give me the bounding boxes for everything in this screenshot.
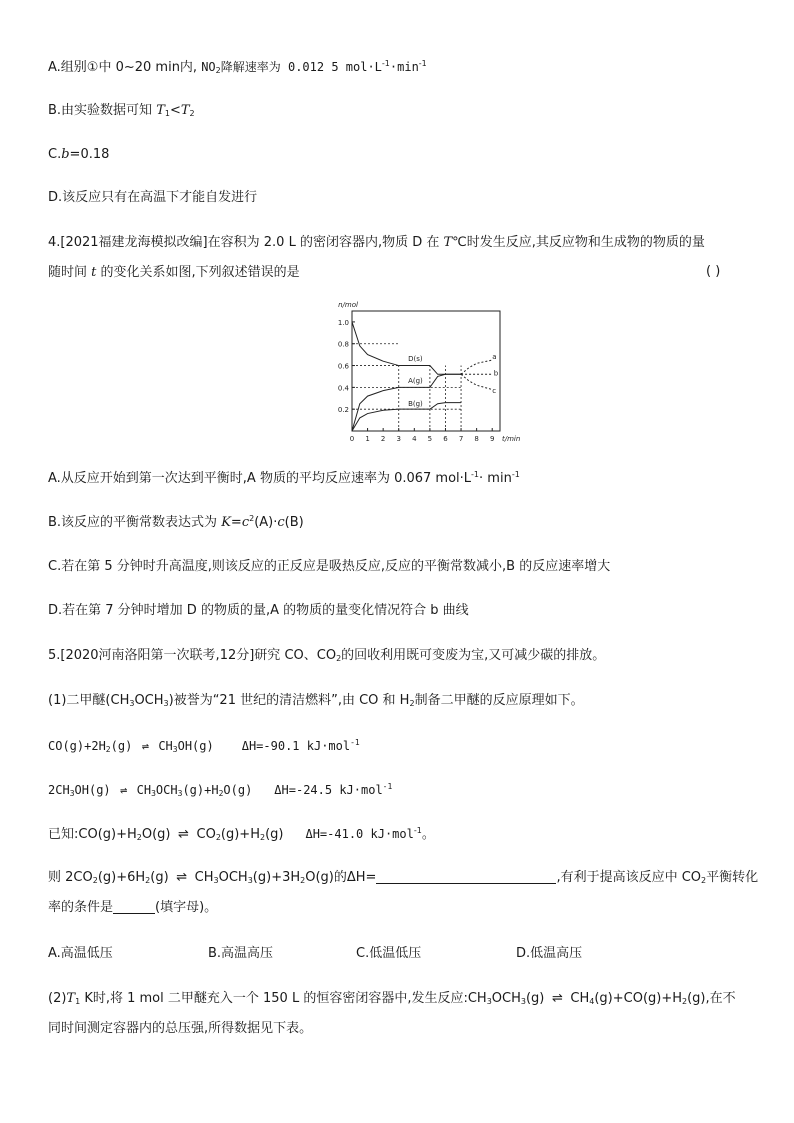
q5-eq1-sup: -1	[350, 738, 360, 747]
q5-eq3-sub2c: 2	[259, 833, 266, 842]
q4-line2-pre: 随时间	[48, 265, 92, 280]
q4-a-sup1: -1	[471, 470, 480, 479]
q3-c-var: b	[61, 147, 70, 162]
q5-eq2-right-tail: (g)+H	[182, 783, 219, 797]
q5-eq3-end: 。	[421, 827, 435, 842]
q4-b-b: (B)	[284, 515, 304, 530]
x-axis-label: t/min	[502, 435, 521, 443]
q4-b-sq: 2	[249, 514, 255, 523]
q4-b-c2: c	[277, 515, 285, 530]
q3-a-sub: 2	[215, 66, 221, 75]
series-ds-line	[352, 322, 461, 374]
q5-part2-line1	[48, 990, 736, 1008]
curve-label: B(g)	[408, 399, 423, 408]
q5-eq3	[48, 825, 435, 844]
q3-b-text: B.由实验数据可知	[48, 103, 157, 118]
q5-eq3-right-tail: (g)	[265, 827, 284, 842]
q5-eq2-sub3b: 3	[151, 789, 156, 798]
q3-b-sub2: 2	[189, 109, 195, 118]
q5-question-line1	[48, 869, 758, 887]
x-tick-label: 3	[396, 435, 401, 443]
equilibrium-arrow-icon: ⇌	[178, 827, 189, 842]
q4-answer-paren: ( )	[706, 264, 721, 279]
x-tick-label: 6	[443, 435, 448, 443]
q5-p2-right2: (g)+CO(g)+H	[594, 991, 683, 1006]
q5-eq1-left-tail: (g)	[110, 739, 133, 753]
q5-eq2-left-tail: OH(g)	[74, 783, 111, 797]
q4-temp-var: T	[443, 235, 453, 250]
q5-p2-sub3a: 3	[486, 997, 492, 1006]
x-tick-label: 1	[365, 435, 370, 443]
q5-eq2-right-mid: OCH	[155, 783, 178, 797]
q5-eq1-left: CO(g)+2H	[48, 739, 106, 753]
y-tick-label: 0.2	[337, 406, 349, 415]
q5-eq3-sub2a: 2	[136, 833, 142, 842]
q5-eq2-right: CH	[136, 783, 152, 797]
series-bg-line	[352, 403, 461, 431]
q5-head-pre: 5.[2020河南洛阳第一次联考,12分]研究 CO、CO	[48, 648, 337, 663]
q5-eq3-dh: ΔH=-41.0 kJ·mol	[305, 827, 414, 841]
dh-answer-blank[interactable]	[376, 869, 556, 884]
series-c-line	[461, 374, 492, 389]
q3-b-t1: T	[156, 103, 165, 118]
q3-b-t2: T	[180, 103, 190, 118]
q5-p2-right3: (g),在不	[687, 991, 736, 1006]
q5-eq2-left: 2CH	[48, 783, 70, 797]
q4-chart	[0, 296, 794, 456]
q5-head-sub: 2	[336, 654, 342, 663]
q5-eq1-sub: 2	[105, 745, 111, 754]
x-tick-label: 7	[458, 435, 464, 443]
q4-b-pre: B.该反应的平衡常数表达式为	[48, 515, 222, 530]
q5-q-right2: OCH	[218, 870, 248, 885]
q3-c-text: C.	[48, 147, 62, 162]
q5-line2-pre: 率的条件是	[48, 900, 114, 915]
q4-a-sup2: -1	[511, 470, 520, 479]
q5-q-sub2b: 2	[145, 876, 151, 885]
q3-a-text: A.组别①中 0~20 min内,	[48, 60, 202, 75]
equilibrium-arrow-icon: ⇌	[551, 991, 563, 1006]
q5-p1-sub3b: 3	[163, 699, 169, 708]
q5-q-sub3b: 3	[247, 876, 253, 885]
q5-p2-mid2: OCH	[491, 991, 521, 1006]
q5-eq3-sub2b: 2	[215, 833, 221, 842]
q5-eq2-sup: -1	[382, 782, 393, 791]
q5-p1-mid: OCH	[134, 693, 164, 708]
q5-q-sub3a: 3	[213, 876, 219, 885]
q5-p2-sub2: 2	[682, 997, 688, 1006]
q5-p1-pre: (1)二甲醚(CH	[48, 693, 130, 708]
series-a-line	[461, 360, 492, 374]
y-tick-label: 1.0	[337, 318, 349, 327]
q4-b-c: c	[241, 515, 250, 530]
x-tick-label: 2	[380, 435, 386, 443]
condition-answer-blank[interactable]	[113, 899, 155, 914]
q5-q-mid2: (g)	[150, 870, 169, 885]
q5-q-pre: 则 2CO	[48, 870, 93, 885]
q4-option-a	[48, 470, 520, 488]
chart-frame	[352, 311, 500, 431]
q4-b-eq: =	[230, 515, 242, 530]
curve-label: A(g)	[408, 377, 423, 385]
equilibrium-arrow-icon: ⇌	[120, 783, 128, 797]
q5-heading	[48, 647, 605, 665]
q4-line1-tail: ℃时发生反应,其反应物和生成物的物质的量	[452, 235, 705, 250]
q5-p2-mid3: (g)	[525, 991, 545, 1006]
q5-eq3-right: CO	[196, 827, 216, 842]
q5-p1-sub3a: 3	[129, 699, 135, 708]
q5-q-right4: O(g)的ΔH=	[305, 870, 377, 885]
q5-eq1-right: CH	[158, 739, 173, 753]
x-tick-label: 5	[427, 435, 433, 443]
x-tick-label: 4	[412, 435, 417, 443]
q4-b-a: (A)·	[254, 515, 278, 530]
q5-p1-tail: 制备二甲醚的反应原理如下。	[414, 693, 584, 708]
q5-p2-sub3b: 3	[520, 997, 526, 1006]
x-tick-label: 0	[349, 435, 355, 443]
q5-part2-line2: 同时间测定容器内的总压强,所得数据见下表。	[48, 1021, 313, 1036]
q5-p2-pre: (2)	[48, 991, 67, 1006]
q5-p2-t: T	[66, 991, 76, 1006]
q5-p2-sub1: 1	[75, 997, 81, 1006]
q3-a-no2: NO	[201, 60, 216, 74]
q5-eq2-right-end: O(g)	[223, 783, 253, 797]
q5-q-right: CH	[194, 870, 214, 885]
y-axis-label: n/mol	[338, 301, 358, 309]
q5-q-tail2: 平衡转化	[706, 870, 759, 885]
curve-label: c	[492, 386, 497, 395]
q5-option-c: C.低温低压	[356, 946, 422, 961]
q3-a-sup1: -1	[381, 59, 390, 68]
q5-q-sub2a: 2	[92, 876, 98, 885]
q4-stem-line1	[48, 234, 705, 252]
q5-eq3-mid: O(g)	[141, 827, 171, 842]
q3-b-sub1: 1	[164, 109, 170, 118]
q4-b-k: K	[221, 515, 231, 530]
q5-eq3-pre: 已知:CO(g)+H	[48, 827, 137, 842]
q5-q-right3: (g)+3H	[252, 870, 301, 885]
y-tick-label: 0.8	[337, 340, 349, 349]
q5-part1	[48, 692, 584, 710]
q4-option-d: D.若在第 7 分钟时增加 D 的物质的量,A 的物质的量变化情况符合 b 曲线	[48, 603, 469, 618]
q5-p1-mid2: )被誉为“21 世纪的清洁燃料”,由 CO 和 H	[168, 693, 410, 708]
x-tick-label: 8	[474, 435, 479, 443]
q3-option-a	[48, 58, 427, 77]
q5-p2-mid: K时,将 1 mol 二甲醚充入一个 150 L 的恒容密闭容器中,发生反应:CH	[80, 991, 487, 1006]
q5-eq2-sub3a: 3	[69, 789, 75, 798]
q5-option-d: D.低温高压	[516, 946, 583, 961]
q5-eq2-dh: ΔH=-24.5 kJ·mol	[274, 783, 383, 797]
q5-q-sub2c: 2	[300, 876, 306, 885]
q5-question-line2	[48, 899, 217, 917]
q5-q-sub2d: 2	[701, 876, 707, 885]
q3-a-sup2: -1	[418, 59, 427, 68]
q5-eq2-sub2: 2	[218, 789, 224, 798]
q5-options	[48, 945, 582, 963]
q5-p1-sub2: 2	[409, 699, 415, 708]
q5-line2-tail: (填字母)。	[155, 900, 218, 915]
q5-eq3-right-mid: (g)+H	[220, 827, 260, 842]
curve-label: b	[493, 369, 499, 378]
q4-stem-line2	[48, 264, 300, 282]
equilibrium-arrow-icon: ⇌	[141, 739, 149, 753]
q3-a-mid: 降解速率为 0.012 5 mol·L	[220, 60, 382, 74]
q5-eq1-sub3: 3	[172, 745, 178, 754]
q5-q-tail: ,有利于提高该反应中 CO	[556, 870, 702, 885]
q4-option-c: C.若在第 5 分钟时升高温度,则该反应的正反应是吸热反应,反应的平衡常数减小,B 的反应速率增大	[48, 559, 611, 574]
q4-line1-text: 4.[2021福建龙海模拟改编]在容积为 2.0 L 的密闭容器内,物质 D 在	[48, 235, 444, 250]
q3-option-b	[48, 102, 195, 120]
q3-b-lt: <	[169, 103, 181, 118]
equilibrium-arrow-icon: ⇌	[176, 870, 188, 885]
curve-label: a	[492, 353, 497, 361]
q5-eq3-sup: -1	[413, 826, 422, 835]
q3-option-d: D.该反应只有在高温下才能自发进行	[48, 190, 258, 205]
q3-a-unit: ·min	[389, 60, 419, 74]
q5-p2-sub4: 4	[589, 997, 595, 1006]
curve-label: D(s)	[408, 355, 423, 364]
q5-eq2	[48, 781, 392, 799]
q4-a-text: A.从反应开始到第一次达到平衡时,A 物质的平均反应速率为 0.067 mol·L	[48, 471, 472, 486]
q5-eq1-right-tail: OH(g)	[177, 739, 214, 753]
q5-q-mid: (g)+6H	[97, 870, 146, 885]
x-tick-label: 9	[489, 435, 495, 443]
q5-eq2-sub3c: 3	[177, 789, 183, 798]
q5-option-a: A.高温低压	[48, 946, 113, 961]
q5-p2-right: CH	[570, 991, 590, 1006]
q5-eq1-dh: ΔH=-90.1 kJ·mol	[241, 739, 351, 753]
q3-option-c	[48, 146, 109, 164]
q4-t-var: t	[91, 265, 97, 280]
q4-a-mid: · min	[479, 471, 512, 486]
q4-line2-tail: 的变化关系如图,下列叙述错误的是	[96, 265, 300, 280]
y-tick-label: 0.4	[337, 384, 349, 393]
q3-c-val: =0.18	[69, 147, 110, 162]
q5-option-b: B.高温高压	[208, 946, 274, 961]
q5-head-tail: 的回收利用既可变废为宝,又可减少碳的排放。	[341, 648, 606, 663]
q5-eq1	[48, 737, 360, 755]
y-tick-label: 0.6	[337, 362, 349, 371]
q4-option-b	[48, 514, 304, 532]
